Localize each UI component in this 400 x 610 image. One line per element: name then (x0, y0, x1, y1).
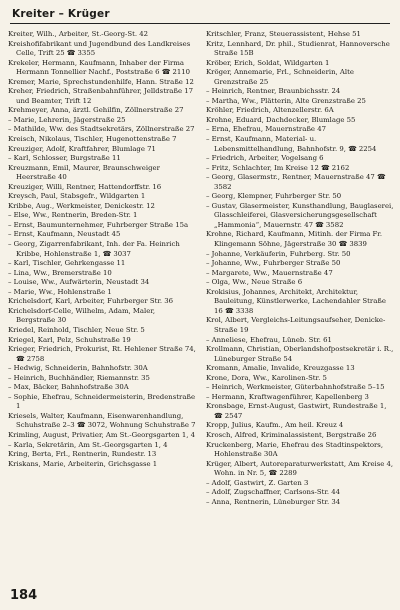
directory-entry: Krokisius, Johannes, Architekt, Architektur, Bauleitung, Künstlerwerke, Lachendahler Straße 16 ☎ 3338 (206, 287, 386, 315)
directory-entry: Kropp, Julius, Kaufm., Am heil. Kreuz 4 (206, 421, 344, 430)
directory-entry: – Heinrich, Buchhändler, Riemannstr. 35 (8, 373, 150, 382)
directory-entry: Kreher, Friedrich, Straßenbahnführer, Jelldstraße 17 und Beamter, Trift 12 (8, 87, 194, 105)
directory-entry: – Johanne, Verkäuferin, Fuhrberg. Str. 50 (206, 249, 351, 258)
directory-entry: – Marie, Ww., Hohlenstraße 1 (8, 287, 112, 296)
header-title: Kreiter – Krüger (12, 8, 110, 20)
directory-entry: Kriskans, Marie, Arbeiterin, Grichsgasse 1 (8, 459, 158, 468)
left-column (8, 30, 196, 469)
running-header (10, 8, 390, 24)
directory-entry: Kremer, Marie, Sprechstundenhilfe, Hann. Straße 12 (8, 77, 194, 86)
directory-entry: – Max, Bäcker, Bahnhofstraße 30A (8, 383, 129, 392)
directory-entry: Kriesels, Walter, Kaufmann, Eisenwarenhandlung, Schuhstraße 2–3 ☎ 3072, Wohnung Schuhstraße 7 (8, 411, 196, 430)
directory-entry: Kring, Berta, Frl., Rentnerin, Rundestr. 13 (8, 450, 157, 459)
directory-entry: Krosch, Alfred, Kriminalassistent, Bergstraße 26 (206, 430, 377, 439)
right-column (206, 30, 396, 507)
directory-entry: Krehmeyer, Anna, ärztl. Gehilfin, Zöllnerstraße 27 (8, 106, 184, 115)
directory-entry: – Friedrich, Arbeiter, Vogelsang 6 (206, 154, 324, 163)
directory-entry: – Olga, Ww., Neue Straße 6 (206, 278, 303, 287)
directory-entry: Kreysch, Paul, Stabsgefr., Wildgarten 1 (8, 192, 146, 201)
directory-entry: Krüger, Albert, Autoreparaturwerkstatt, Am Kreise 4, Wohn. in Nr. 5, ☎ 2289 (206, 459, 394, 478)
directory-entry: Kreuziger, Adolf, Kraftfahrer, Blumlage 71 (8, 144, 156, 153)
directory-entry: Kreuzmann, Emil, Maurer, Braunschweiger Heerstraße 40 (8, 163, 160, 182)
directory-entry: – Georg, Klempner, Fuhrberger Str. 50 (206, 192, 342, 201)
directory-entry: – Karl, Tischler, Gehrkengasse 11 (8, 259, 126, 268)
directory-entry: Krohne, Richard, Kaufmann, Mitinh. der Firma Fr. Klingemann Söhne, Jägerstraße 30 ☎ 3839 (206, 230, 383, 249)
directory-entry: Kröger, Annemarie, Frl., Schneiderin, Alte Grenzstraße 25 (206, 68, 354, 86)
directory-entry: – Gustav, Glasermeister, Kunsthandlung, Bauglaserei, Glasschleiferei, Glasversicherungsgesellschaft „Hammonia“, Mauernstr. 47 ☎ 3582 (206, 201, 394, 229)
directory-entry: – Karl, Schlosser, Burgstraße 11 (8, 154, 121, 163)
directory-entry: – Fritz, Schlachter, Im Kreise 12 ☎ 2162 (206, 163, 350, 172)
directory-entry: – Ernst, Kaufmann, Material- u. Lebensmittelhandlung, Bahnhofstr. 9, ☎ 2254 (206, 135, 377, 153)
directory-entry: – Adolf, Gastwirt, Z. Garten 3 (206, 478, 309, 487)
directory-entry: Kriedel, Reinhold, Tischler, Neue Str. 5 (8, 325, 145, 334)
header-rule (10, 23, 390, 24)
directory-entry: – Anneliese, Ehefrau, Lüneb. Str. 61 (206, 335, 332, 344)
directory-entry: Kromann, Amalie, Invalide, Kreuzgasse 13 (206, 364, 355, 373)
directory-entry: – Ernst, Kaufmann, Neustadt 45 (8, 230, 121, 239)
directory-entry: – Adolf, Zugschaffner, Carlsons-Str. 44 (206, 488, 341, 497)
directory-entry: – Else, Ww., Rentnerin, Breden-Str. 1 (8, 211, 138, 220)
directory-entry: Kreiter, Wilh., Arbeiter, St.-Georg-St. 42 (8, 30, 149, 38)
directory-entry: – Ernst, Baumunternehmer, Fuhrberger Straße 15a (8, 220, 189, 229)
directory-entry: – Anna, Rentnerin, Lüneburger Str. 34 (206, 497, 341, 506)
directory-entry: Kriegel, Karl, Pelz, Schuhstraße 19 (8, 335, 131, 344)
directory-entry: – Martha, Ww., Plätterin, Alte Grenzstraße 25 (206, 96, 366, 105)
directory-entry: – Sophie, Ehefrau, Schneidermeisterin, Bredenstraße 1 (8, 392, 196, 411)
directory-entry: Kröhler, Friedrich, Altenzellerstr. 6A (206, 106, 334, 115)
directory-entry: – Lina, Ww., Bremerstraße 10 (8, 268, 112, 277)
directory-entry: Krieger, Friedrich, Prokurist, Rt. Hehlener Straße 74, ☎ 2758 (8, 345, 196, 363)
directory-entry: – Heinrich, Werkmeister, Güterbahnhofstraße 5–15 (206, 383, 385, 392)
directory-entry: Krohne, Eduard, Dachdecker, Blumlage 55 (206, 115, 356, 124)
directory-entry: Kribbe, Aug., Werkmeister, Denickestr. 12 (8, 201, 155, 210)
directory-entry: Kritz, Lennhard, Dr. phil., Studienrat, Hannoversche Straße 15B (206, 39, 390, 58)
directory-entry: Kronsbage, Ernst-August, Gastwirt, Rundestraße 1, ☎ 2547 (206, 402, 387, 420)
directory-entry: Kreuziger, Willi, Rentner, Hattendorffstr. 16 (8, 182, 162, 191)
directory-entry: – Johanne, Ww., Fuhrberger Straße 50 (206, 259, 341, 268)
directory-entry: Krichelsdorf-Celle, Wilhelm, Adam, Maler, Bergstraße 30 (8, 306, 156, 325)
directory-entry: – Hermann, Kraftwagenführer, Kapellenberg 3 (206, 392, 369, 401)
directory-entry: Krekeler, Hermann, Kaufmann, Inhaber der Firma Hermann Tonnellier Nachf., Poststraße 6 ☎ 2110 (8, 58, 191, 77)
directory-entry: – Marie, Lehrerin, Jägerstraße 25 (8, 115, 126, 124)
directory-entry: Kreishofifabrikant und Jugendbund des Landkreises Celle, Trift 25 ☎ 3355 (8, 39, 191, 58)
directory-entry: Krichelsdorf, Karl, Arbeiter, Fuhrberger Str. 36 (8, 297, 174, 306)
directory-entry: – Georg, Zigarrenfabrikant, Inh. der Fa. Heinrich Kribbe, Hohlenstraße 1, ☎ 3037 (8, 240, 180, 258)
directory-entry: – Georg, Glasermstr., Rentner, Mauernstraße 47 ☎ 3582 (206, 173, 386, 191)
directory-entry: – Hedwig, Schneiderin, Bahnhofstr. 30A (8, 364, 148, 373)
directory-entry: Kröber, Erich, Soldat, Wildgarten 1 (206, 58, 330, 67)
directory-entry: – Louise, Ww., Aufwärterin, Neustadt 34 (8, 278, 150, 287)
directory-entry: – Mathilde, Ww. des Stadtsekretärs, Zöllnerstraße 27 (8, 125, 195, 134)
directory-entry: – Erna, Ehefrau, Mauernstraße 47 (206, 125, 326, 134)
directory-entry: – Heinrich, Rentner, Braunbichsstr. 24 (206, 87, 341, 96)
directory-entry: Krol, Albert, Vergleichs-Leitungsaufseher, Denicke-Straße 19 (206, 316, 386, 334)
directory-entry: Kritschler, Franz, Steuerassistent, Hehse 51 (206, 30, 361, 38)
directory-entry: Krone, Dora, Ww., Karolinen-Str. 5 (206, 373, 327, 382)
directory-entry: Kruckenberg, Marie, Ehefrau des Stadtinspektors, Hohlenstraße 30A (206, 440, 384, 459)
page-number: 184 (10, 588, 38, 603)
directory-entry: – Margarete, Ww., Mauernstraße 47 (206, 268, 333, 277)
directory-entry: Krollmann, Christian, Oberlandshofpostsekretär i. R., Lüneburger Straße 54 (206, 345, 394, 363)
directory-entry: – Karla, Sekretärin, Am St.-Georgsgarten 1, 4 (8, 440, 168, 449)
directory-entry: Krimling, August, Privatier, Am St.-Georgsgarten 1, 4 (8, 430, 195, 439)
directory-entry: Kreisch, Nikolaus, Tischler, Hugenottenstraße 7 (8, 135, 177, 144)
